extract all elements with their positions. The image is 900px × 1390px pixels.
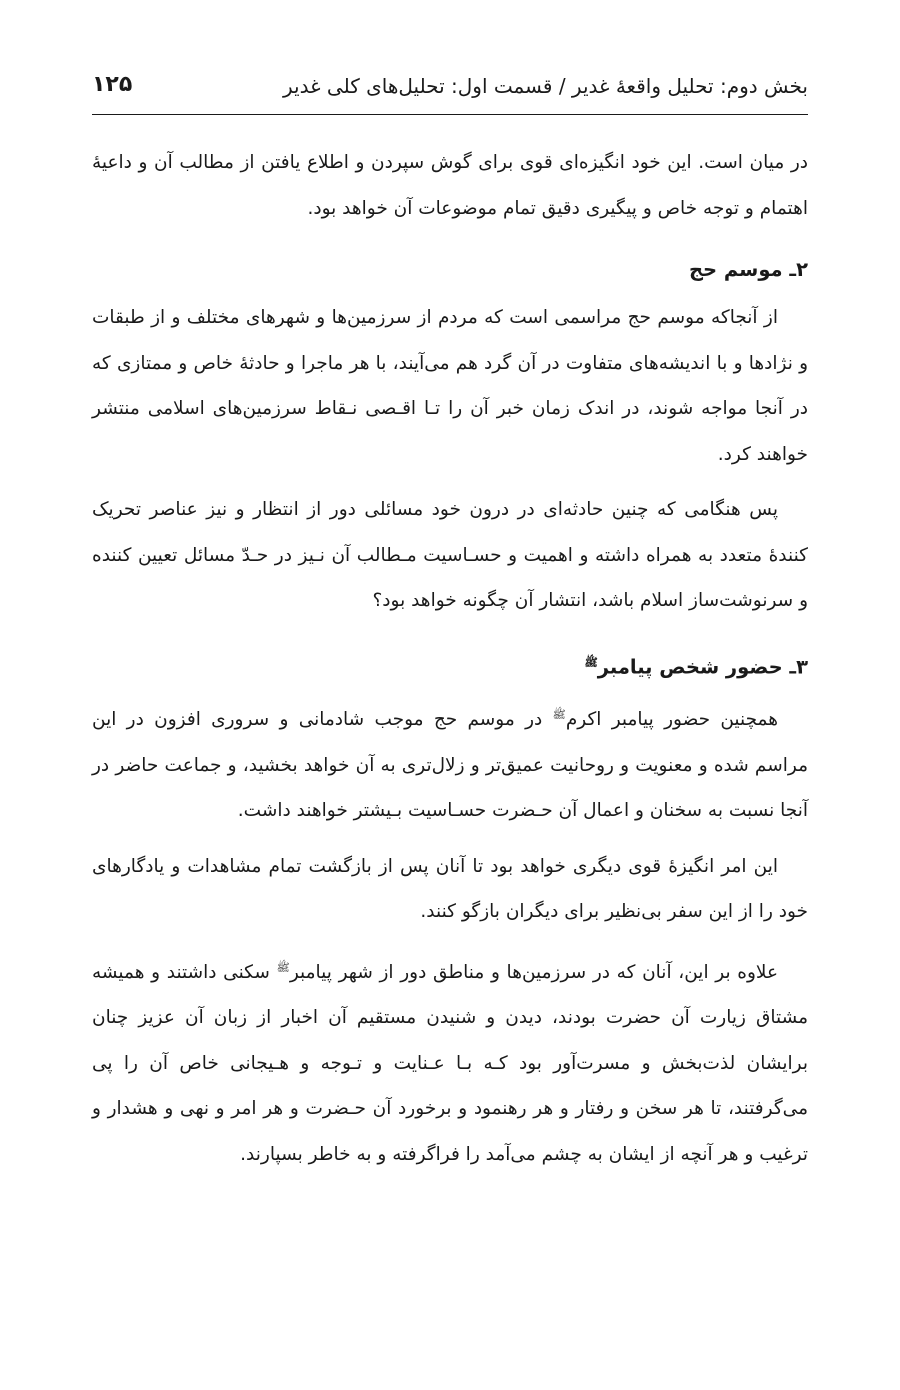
paragraph-text-part2: سکنی داشتند و همیشه مشتاق زیارت آن حضرت بودند، دیدن و شنیدن مستقیم آن اخبار از زبان آن عزیز چنان برایشان لذت‌بخش و مسرت‌آور بود کـه بـا عـنایت و تـوجه و هـیجانی خاص آن را پی می‌گرفتند، تا هر سخن و رفتار و هر رهنمود و برخورد آن حـضرت و هر امر و نهی و هشدار و ترغیب و هر آنچه از ایشان به چشم می‌آمد را فراگرفته و به خاطر بسپارند. xyxy=(92,961,808,1165)
paragraph-text-part1: علاوه بر این، آنان که در سرزمین‌ها و مناطق دور از شهر پیامبر xyxy=(289,961,778,983)
paragraph-prophet-presence xyxy=(92,692,808,834)
running-header xyxy=(92,70,808,115)
paragraph-motivation: این امر انگیزهٔ قوی دیگری خواهد بود تا آنان پس از بازگشت تمام مشاهدات و یادگارهای خود را از این سفر بی‌نظیر برای دیگران بازگو کنند. xyxy=(92,855,808,923)
paragraph-text-part2: در موسم حج موجب شادمانی و سروری افزون در این مراسم شده و معنویت و روحانیت عمیق‌تر و زلال‌تری به آن خواهد بخشید، و جماعت حاضر در آنجا نسبت به سخنان و اعمال آن حـضرت حسـاسیت بـیشتر خواهند داشت. xyxy=(92,709,808,822)
honorific-symbol: ﷺ xyxy=(276,960,290,974)
page-content xyxy=(92,140,808,1177)
paragraph-hajj-season: از آنجاکه موسم حج مراسمی است که مردم از سرزمین‌ها و شهرهای مختلف و از طبقات و نژادها و با اندیشه‌های متفاوت در آن گرد هم می‌آیند، با هر ماجرا و حادثهٔ خاص و ممتازی که در آنجا مواجه شوند، در اندک زمان خبر آن را تـا اقـصی نـقاط سرزمین‌های اسلامی منتشر خواهند کرد. xyxy=(92,307,808,465)
section-heading-prophet-presence xyxy=(92,638,808,693)
honorific-symbol: ﷺ xyxy=(552,708,566,721)
section-heading-hajj-season: ۲ـ موسم حج xyxy=(688,258,808,281)
paragraph-continuation: در میان است. این خود انگیزه‌ای قوی برای گوش سپردن و اطلاع یافتن از مطالب آن و داعیهٔ اهتمام و توجه خاص و پیگیری دقیق تمام موضوعات آن خواهد بود. xyxy=(92,152,808,219)
page-number: ۱۲۵ xyxy=(92,72,133,97)
paragraph-text-part1: همچنین حضور پیامبر اکرم xyxy=(565,709,778,731)
book-page xyxy=(92,0,808,1390)
paragraph-news-spread: پس هنگامی که چنین حادثه‌ای در درون خود مسائلی دور از انتظار و نیز عناصر تحریک کنندهٔ متعدد به همراه داشته و اهمیت و حسـاسیت مـطالب آن نـیز در حـدّ مسائل تعیین کننده و سرنوشت‌ساز اسلام باشد، انتشار آن چگونه خواهد بود؟ xyxy=(92,499,808,611)
honorific-symbol: ﷺ xyxy=(584,655,598,669)
running-title: بخش دوم: تحلیل واقعهٔ غدیر / قسمت اول: تحلیل‌های کلی غدیر xyxy=(283,74,808,98)
paragraph-distant-lands xyxy=(92,945,808,1178)
heading-text: ۳ـ حضور شخص پیامبر xyxy=(597,655,808,678)
